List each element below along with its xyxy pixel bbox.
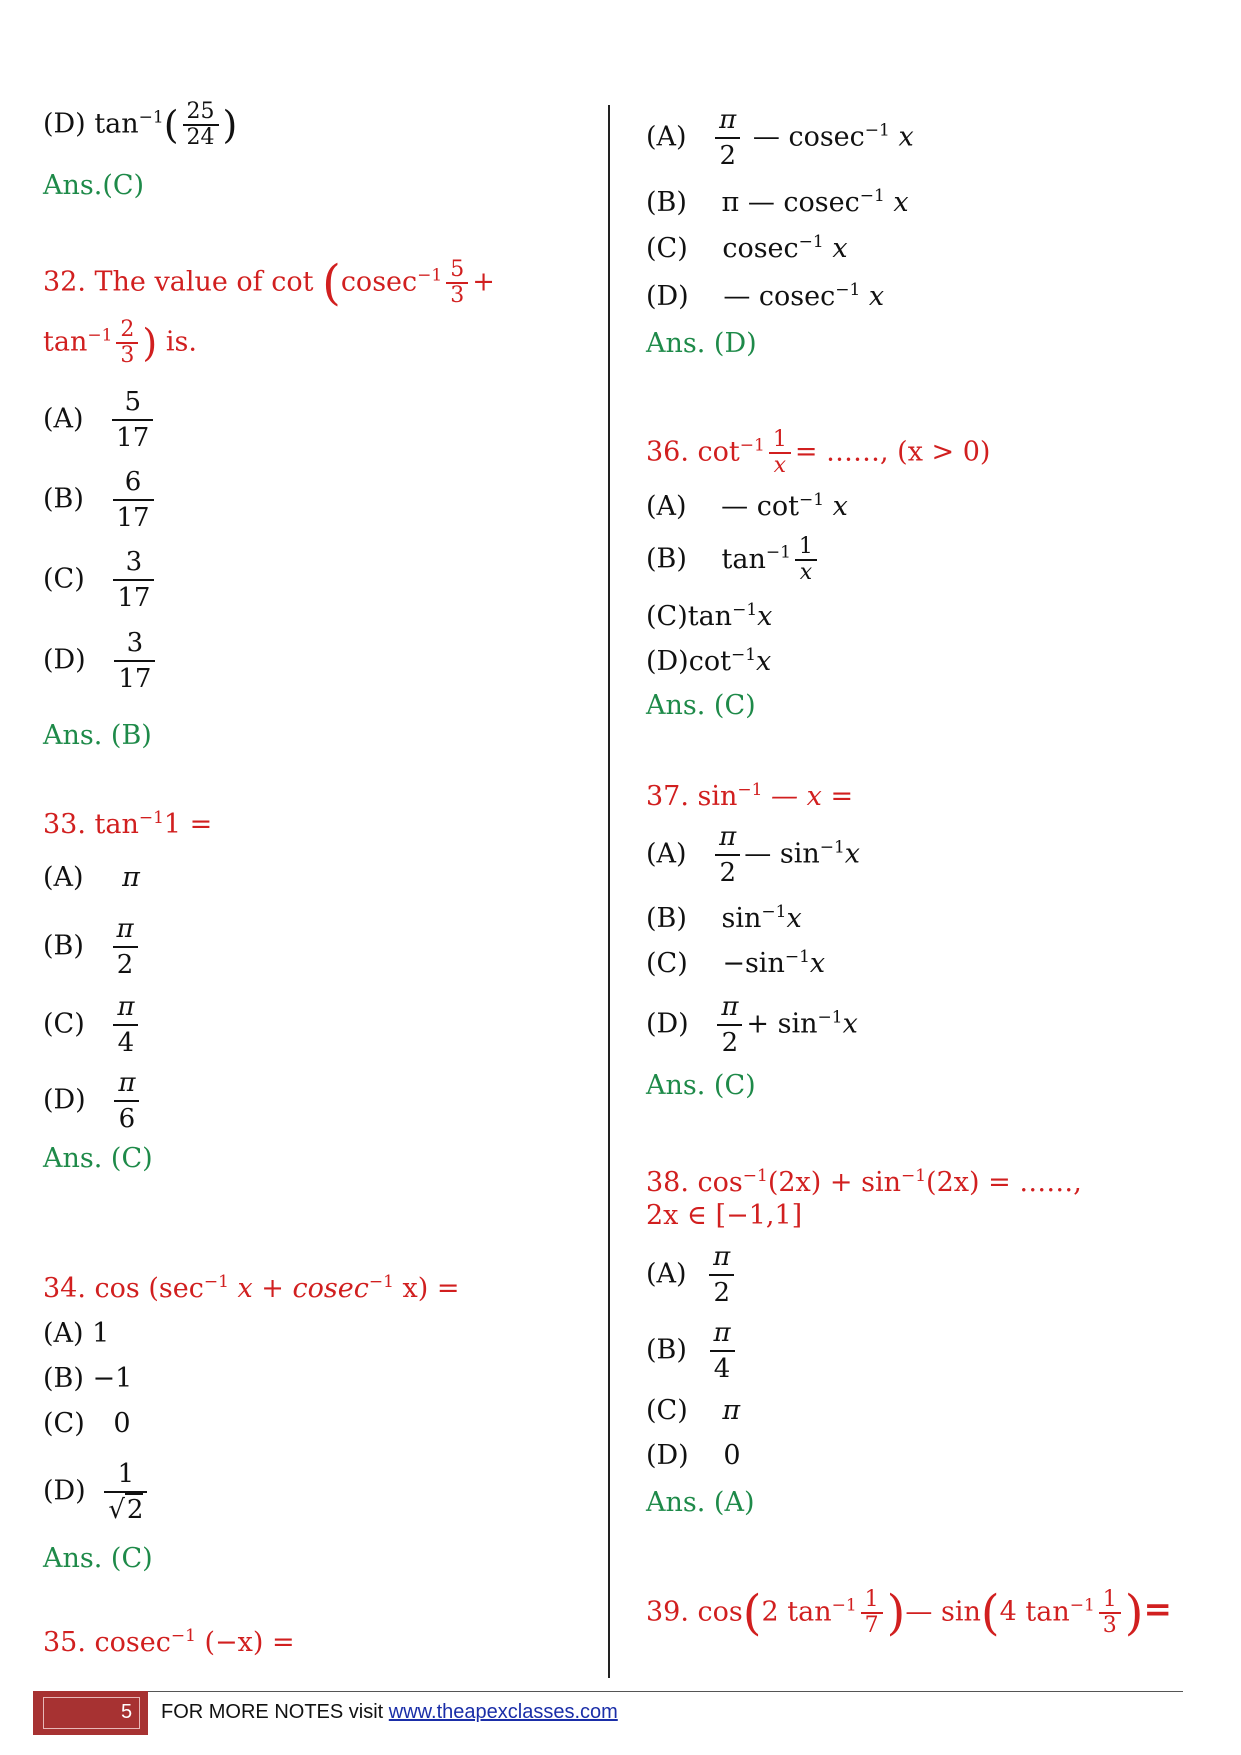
option-rest: — sin [744, 838, 820, 870]
inverse-exp: −1 [798, 232, 824, 252]
inverse-exp: −1 [900, 1166, 927, 1186]
frac-den: 3 [446, 282, 468, 308]
inverse-exp: −1 [742, 1166, 768, 1186]
option-value: — cot [721, 491, 799, 522]
fraction [113, 912, 138, 982]
frac-den: 17 [113, 499, 154, 535]
page-number: 5 [121, 1701, 133, 1723]
q37-question [646, 780, 853, 812]
inverse-exp: −1 [138, 808, 164, 828]
question-text: 37. sin [646, 781, 738, 812]
q34-question [43, 1272, 459, 1304]
frac-num: 1 [1102, 1587, 1117, 1612]
fraction [769, 428, 791, 478]
option-value: 0 [113, 1408, 131, 1439]
frac-num: π [713, 1242, 731, 1272]
option-value: −sin [722, 948, 785, 979]
option-label: (C) [646, 601, 688, 632]
plus-sign: + [472, 266, 495, 298]
fraction [113, 465, 154, 535]
q35-option-c [646, 232, 848, 264]
frac-num: π [116, 914, 134, 944]
inverse-exp: −1 [739, 435, 765, 456]
footer-rule [148, 1691, 1183, 1692]
q35-answer: Ans. (D) [646, 328, 757, 359]
frac-num: 1 [772, 427, 787, 452]
inverse-exp: −1 [368, 1272, 394, 1292]
question-suffix: x) = [393, 1273, 460, 1304]
q33-option-c [43, 990, 142, 1060]
option-label: (A) [43, 403, 84, 435]
frac-num: 1 [864, 1587, 879, 1612]
fraction [446, 258, 468, 308]
option-value: 1 [92, 1318, 110, 1349]
question-text: 39. cos [646, 1596, 743, 1628]
option-label: (D) [43, 1084, 86, 1116]
q35-question [43, 1626, 295, 1658]
frac-den: 17 [113, 579, 154, 615]
frac-den: 2 [715, 137, 740, 173]
question-suffix: (2x) = ……, [926, 1167, 1082, 1198]
option-label: (D) [646, 1008, 689, 1040]
footer-text [161, 1701, 618, 1724]
fraction [795, 535, 817, 585]
q36-option-c [646, 600, 772, 632]
q35-option-d [646, 280, 884, 312]
frac-den: √2 [104, 1491, 147, 1527]
inverse-exp: −1 [864, 120, 890, 141]
tan-func: tan [94, 108, 139, 140]
q32-option-d [43, 626, 159, 696]
q32-question-line2 [43, 318, 197, 368]
q36-option-a [646, 490, 848, 522]
q34-answer: Ans. (C) [43, 1543, 153, 1574]
frac-den: 17 [112, 419, 153, 455]
q34-option-b [43, 1363, 132, 1394]
cosec-func: cosec [340, 266, 418, 298]
fraction [116, 318, 138, 368]
frac-num: 2 [120, 317, 135, 342]
frac-den: x [769, 452, 791, 478]
right-paren: ) [1124, 1585, 1144, 1641]
inverse-exp: −1 [417, 265, 443, 286]
question-suffix: — x = [762, 781, 854, 812]
variable: x [898, 121, 914, 153]
frac-num: 3 [125, 547, 143, 577]
fraction [112, 385, 153, 455]
q33-answer: Ans. (C) [43, 1143, 153, 1174]
frac-den: 17 [114, 660, 155, 696]
q34-option-c [43, 1408, 131, 1439]
frac-den: 2 [709, 1274, 734, 1310]
option-label: (B) [43, 1363, 84, 1394]
option-label: (A) [43, 862, 84, 893]
fraction [114, 1066, 139, 1136]
option-label: (A) [646, 1258, 687, 1290]
frac-den: 3 [1099, 1612, 1121, 1638]
frac-den: 7 [861, 1612, 883, 1638]
inverse-exp: −1 [730, 645, 757, 665]
option-label: (D) [43, 1475, 86, 1507]
frac-den: 6 [114, 1100, 139, 1136]
inverse-exp: −1 [798, 490, 825, 510]
inverse-exp: −1 [831, 1595, 857, 1616]
q32-answer: Ans. (B) [43, 720, 152, 751]
q38-question-line1 [646, 1166, 1082, 1198]
question-text: 32. The value of cot [43, 266, 314, 298]
q39-question [646, 1585, 1172, 1641]
frac-den: 4 [113, 1024, 138, 1060]
fraction [717, 990, 742, 1060]
fraction [709, 1240, 734, 1310]
option-label: (A) [43, 1318, 84, 1349]
right-paren: ) [142, 321, 158, 365]
frac-num: π [719, 105, 737, 135]
option-label: (B) [646, 187, 687, 218]
q34-option-a [43, 1318, 109, 1349]
option-value: 0 [723, 1440, 741, 1471]
q35-option-b [646, 186, 909, 218]
frac-num: π [713, 1318, 731, 1348]
question-text: 38. cos [646, 1167, 743, 1198]
frac-den: x [795, 559, 817, 585]
variable: x [893, 187, 909, 218]
option-value: tan [721, 543, 766, 575]
option-label: (D) [43, 108, 86, 140]
fraction [113, 990, 138, 1060]
left-paren: ( [980, 1585, 1000, 1641]
frac-num: 6 [124, 467, 142, 497]
q37-option-a [646, 820, 860, 890]
fraction [715, 103, 740, 173]
option-value: π [122, 862, 140, 893]
option-value: π — cosec [721, 187, 860, 218]
frac-num: 1 [117, 1459, 135, 1489]
option-label: (D) [646, 281, 689, 312]
question-suffix: 1 = [163, 809, 213, 840]
question-part: 2 tan [761, 1596, 832, 1628]
q34-option-d [43, 1457, 151, 1527]
q33-question [43, 808, 212, 840]
option-label: (C) [646, 233, 688, 264]
option-rest: + sin [746, 1008, 818, 1040]
q36-option-b [646, 535, 821, 585]
q37-option-c [646, 947, 825, 979]
fraction [715, 820, 740, 890]
q33-option-d [43, 1066, 143, 1136]
q33-option-b [43, 912, 142, 982]
variable: x [786, 903, 802, 934]
option-rest: — cosec [752, 121, 865, 153]
option-label: (C) [43, 1408, 85, 1439]
inverse-exp: −1 [203, 1272, 229, 1292]
q31-option-d [43, 100, 237, 150]
option-value: tan [687, 601, 733, 632]
question-text: 35. cosec [43, 1627, 171, 1658]
variable: x [756, 646, 772, 677]
q36-question [646, 428, 990, 478]
question-suffix: (−x) = [195, 1627, 295, 1658]
q38-option-a [646, 1240, 738, 1310]
frac-den: 2 [113, 946, 138, 982]
right-paren: ) [886, 1585, 906, 1641]
q32-question-line1 [43, 255, 495, 311]
footer-label: FOR MORE NOTES visit [161, 1701, 389, 1723]
inverse-exp: −1 [765, 542, 791, 563]
option-value: — cosec [723, 281, 836, 312]
q38-answer: Ans. (A) [646, 1487, 755, 1518]
option-label: (A) [646, 121, 687, 153]
frac-num: π [117, 992, 135, 1022]
option-label: (A) [646, 838, 687, 870]
frac-num: 25 [186, 99, 215, 124]
option-label: (D) [646, 1440, 689, 1471]
q33-option-a [43, 862, 140, 893]
question-mid: x + cosec [228, 1273, 369, 1304]
q36-option-d [646, 645, 771, 677]
inverse-exp: −1 [737, 780, 763, 800]
q38-option-c [646, 1395, 740, 1426]
left-paren: ( [322, 255, 341, 311]
frac-num: π [721, 992, 739, 1022]
q32-option-a [43, 385, 157, 455]
option-label: (C) [43, 563, 85, 595]
inverse-exp: −1 [87, 325, 113, 346]
option-label: (D) [43, 644, 86, 676]
q37-option-b [646, 902, 802, 934]
inverse-exp: −1 [138, 107, 164, 128]
option-value: sin [721, 903, 762, 934]
inverse-exp: −1 [819, 837, 845, 858]
frac-den: 2 [715, 854, 740, 890]
column-divider [608, 105, 610, 1678]
frac-num: 1 [798, 534, 813, 559]
option-label: (D) [646, 646, 689, 677]
q38-option-b [646, 1316, 739, 1386]
sqrt-radicand: 2 [126, 1495, 144, 1525]
left-paren: ( [163, 103, 179, 147]
left-paren: ( [742, 1585, 762, 1641]
option-value: cot [688, 646, 731, 677]
frac-den: 3 [116, 342, 138, 368]
question-part: 4 tan [999, 1596, 1070, 1628]
inverse-exp: −1 [817, 1007, 843, 1028]
question-suffix: = ……, (x > 0) [794, 436, 991, 468]
option-label: (A) [646, 491, 687, 522]
frac-num: π [719, 822, 737, 852]
inverse-exp: −1 [835, 280, 861, 300]
q32-option-c [43, 545, 158, 615]
option-label: (B) [646, 1334, 687, 1366]
q36-answer: Ans. (C) [646, 690, 756, 721]
q38-question-line2: 2x ∈ [−1,1] [646, 1200, 803, 1231]
frac-den: 4 [710, 1350, 735, 1386]
variable: x [757, 601, 773, 632]
variable: x [832, 491, 848, 522]
fraction [861, 1588, 883, 1638]
option-label: (B) [646, 903, 687, 934]
inverse-exp: −1 [732, 600, 758, 620]
q31-answer: Ans.(C) [43, 170, 145, 201]
q37-answer: Ans. (C) [646, 1070, 756, 1101]
question-mid: — sin [905, 1596, 981, 1628]
question-text: 36. cot [646, 436, 740, 468]
variable: x [832, 233, 848, 264]
page-footer [33, 1691, 1183, 1731]
fraction [1099, 1588, 1121, 1638]
option-label: (B) [646, 543, 687, 575]
q38-option-d [646, 1440, 741, 1471]
inverse-exp: −1 [761, 902, 787, 922]
q37-option-d [646, 990, 858, 1060]
website-link[interactable]: www.theapexclasses.com [388, 1701, 618, 1723]
variable: x [868, 281, 885, 312]
inverse-exp: −1 [859, 186, 885, 206]
right-paren: ) [222, 103, 238, 147]
q35-option-a [646, 103, 914, 173]
option-label: (B) [43, 930, 84, 962]
option-value: −1 [92, 1363, 133, 1394]
variable: x [842, 1008, 858, 1040]
frac-den: 24 [183, 124, 219, 150]
variable: x [844, 838, 861, 870]
frac-den: 2 [717, 1024, 742, 1060]
fraction [113, 545, 154, 615]
fraction [183, 100, 219, 150]
fraction [114, 626, 155, 696]
option-label: (C) [646, 1395, 688, 1426]
option-value: cosec [722, 233, 799, 264]
inverse-exp: −1 [1069, 1595, 1095, 1616]
frac-num: 5 [124, 387, 141, 417]
option-label: (C) [43, 1008, 85, 1040]
question-mid: (2x) + sin [767, 1167, 901, 1198]
tan-func: tan [43, 326, 88, 358]
frac-num: 5 [450, 257, 465, 282]
question-suffix: is. [165, 326, 197, 358]
variable: x [809, 948, 826, 979]
question-suffix: = [1143, 1589, 1173, 1630]
q32-option-b [43, 465, 158, 535]
question-text: 34. cos (sec [43, 1273, 204, 1304]
inverse-exp: −1 [170, 1626, 196, 1646]
option-label: (C) [646, 948, 688, 979]
option-label: (B) [43, 483, 84, 515]
frac-num: 3 [126, 628, 144, 658]
option-value: π [722, 1395, 741, 1426]
fraction [710, 1316, 735, 1386]
fraction [104, 1457, 147, 1527]
question-text: 33. tan [43, 809, 139, 840]
frac-num: π [118, 1068, 136, 1098]
inverse-exp: −1 [784, 947, 810, 967]
